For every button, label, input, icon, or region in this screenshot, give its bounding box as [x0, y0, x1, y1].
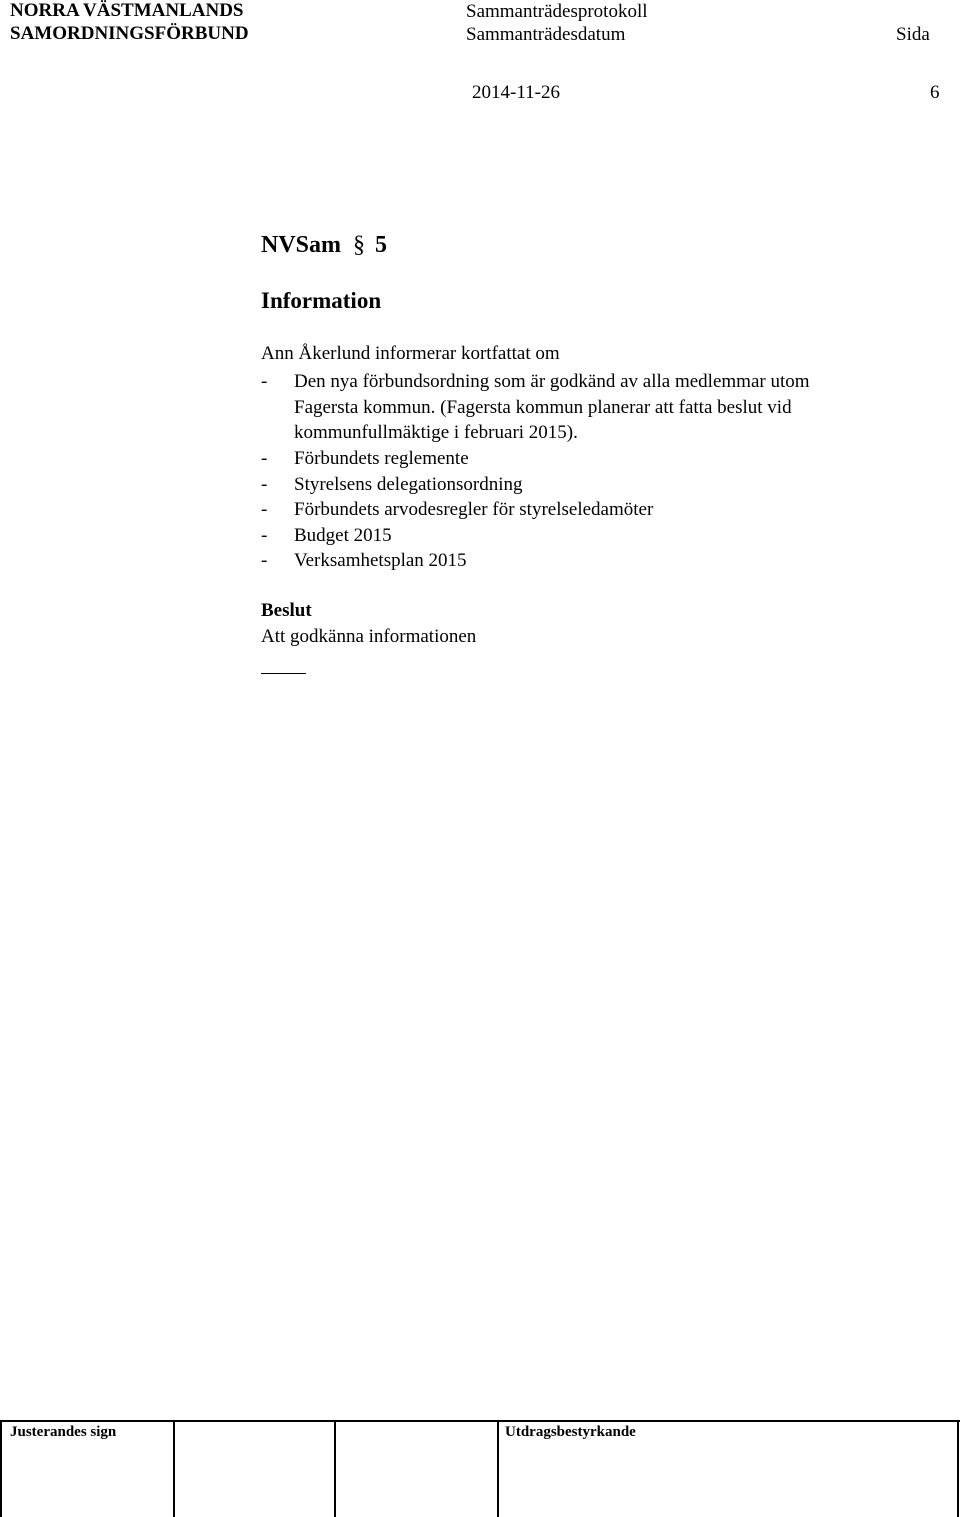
- list-dash: -: [261, 524, 268, 546]
- list-item-line: Verksamhetsplan 2015: [294, 550, 467, 572]
- certify-label: Utdragsbestyrkande: [505, 1424, 636, 1440]
- list-item: [261, 446, 921, 472]
- sign-label: Justerandes sign: [10, 1424, 117, 1440]
- list-item-line: Styrelsens delegationsordning: [294, 473, 523, 495]
- meeting-date: 2014-11-26: [472, 82, 560, 103]
- list-dash: -: [261, 371, 268, 392]
- list-dash: -: [261, 448, 268, 469]
- section-number: 5: [375, 232, 388, 258]
- list-item-line: kommunfullmäktige i februari 2015).: [294, 422, 578, 444]
- end-rule: [261, 673, 306, 674]
- organization-name-line2: SAMORDNINGSFÖRBUND: [10, 23, 249, 44]
- page-number: 6: [930, 82, 940, 103]
- list-item: [261, 523, 921, 549]
- footer-cell-border: [497, 1421, 499, 1517]
- meeting-date-label: Sammanträdesdatum: [466, 24, 626, 45]
- list-item: [261, 497, 921, 523]
- section-title: [261, 232, 387, 259]
- footer-cell-border: [957, 1421, 959, 1517]
- list-item: [261, 472, 921, 498]
- section-prefix: NVSam: [261, 232, 342, 258]
- decision-heading: Beslut: [261, 600, 312, 621]
- document-type: Sammanträdesprotokoll: [466, 1, 648, 22]
- information-list: [261, 369, 921, 574]
- list-item-line: Förbundets arvodesregler för styrelseledamöter: [294, 499, 654, 521]
- page-label: Sida: [896, 24, 930, 45]
- section-symbol: §: [353, 232, 366, 258]
- list-dash: -: [261, 473, 268, 495]
- list-item: [261, 369, 921, 446]
- list-item-line: Budget 2015: [294, 524, 392, 546]
- intro-text: Ann Åkerlund informerar kortfattat om: [261, 343, 560, 364]
- footer-cell-border: [0, 1421, 2, 1517]
- list-item: [261, 548, 921, 574]
- list-dash: -: [261, 499, 268, 521]
- list-item-line: Förbundets reglemente: [294, 448, 469, 469]
- organization-name-line1: NORRA VÄSTMANLANDS: [10, 0, 244, 21]
- list-item-line: Fagersta kommun. (Fagersta kommun planerar att fatta beslut vid: [294, 396, 792, 418]
- section-heading: Information: [261, 288, 382, 313]
- list-dash: -: [261, 550, 268, 572]
- list-item-line: Den nya förbundsordning som är godkänd av alla medlemmar utom: [294, 371, 810, 392]
- decision-text: Att godkänna informationen: [261, 626, 477, 647]
- footer-cell-border: [173, 1421, 175, 1517]
- footer-cell-border: [334, 1421, 336, 1517]
- footer-top-border: [0, 1420, 960, 1422]
